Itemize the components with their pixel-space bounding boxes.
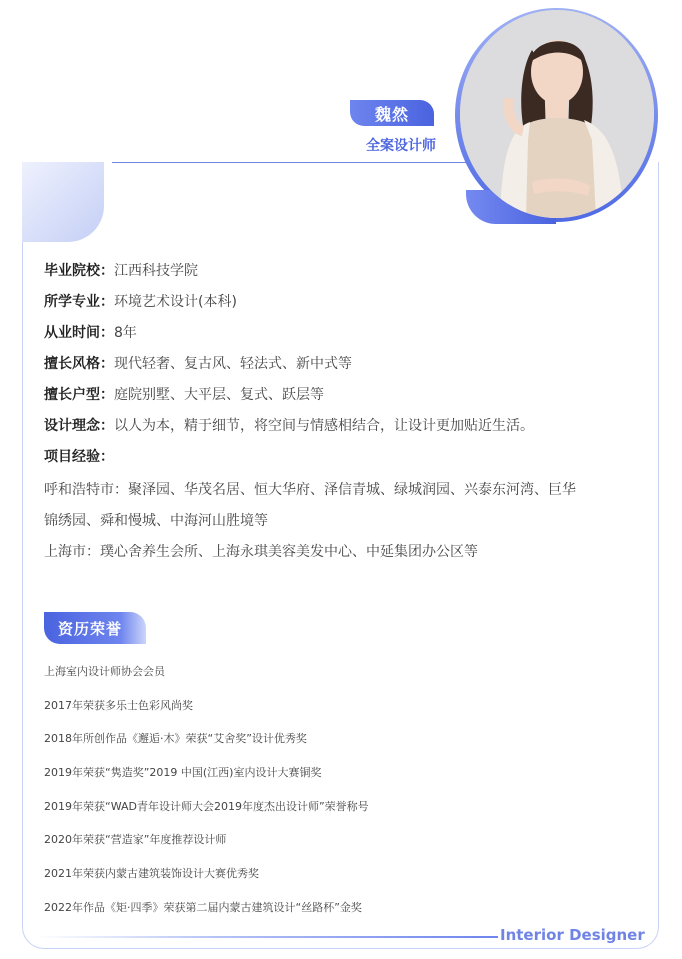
years-label: 从业时间： (44, 325, 114, 341)
house-value: 庭院别墅、大平层、复式、跃层等 (114, 387, 324, 403)
info-school (44, 258, 644, 289)
house-label: 擅长户型： (44, 387, 114, 403)
profile-info (44, 258, 644, 568)
honor-item: 2019年荣获“隽造奖”2019 中国(江西)室内设计大赛铜奖 (44, 766, 322, 780)
concept-value: 以人为本，精于细节，将空间与情感相结合，让设计更加贴近生活。 (114, 418, 534, 434)
name-tag (350, 100, 434, 126)
corner-decoration (22, 162, 104, 242)
info-projects (44, 444, 644, 475)
style-value: 现代轻奢、复古风、轻法式、新中式等 (114, 356, 352, 372)
footer-divider (36, 936, 498, 938)
info-house (44, 382, 644, 413)
honor-item: 上海室内设计师协会会员 (44, 665, 165, 678)
honor-item: 2017年荣获多乐士色彩风尚奖 (44, 698, 193, 712)
info-concept (44, 413, 644, 444)
projects-line: 上海市：璞心舍养生会所、上海永琪美容美发中心、中延集团办公区等 (44, 544, 478, 560)
school-value: 江西科技学院 (114, 263, 198, 279)
honor-item: 2019年荣获“WAD青年设计师大会2019年度杰出设计师”荣誉称号 (44, 799, 369, 813)
projects-line: 锦绣园、舜和慢城、中海河山胜境等 (44, 513, 268, 529)
designer-name: 魏然 (374, 104, 409, 124)
honor-item: 2018年所创作品《邂逅·木》荣获“艾舍奖”设计优秀奖 (44, 732, 307, 746)
info-style (44, 351, 644, 382)
concept-label: 设计理念： (44, 418, 114, 434)
portrait-illustration (460, 10, 654, 218)
honors-title: 资历荣誉 (44, 612, 146, 644)
designer-role: 全案设计师 (366, 138, 436, 154)
honor-item: 2022年作品《矩·四季》荣获第二届内蒙古建筑设计“丝路杯”金奖 (44, 900, 362, 914)
school-label: 毕业院校： (44, 263, 114, 279)
info-years (44, 320, 644, 351)
info-major (44, 289, 644, 320)
honor-item: 2021年荣获内蒙古建筑装饰设计大赛优秀奖 (44, 867, 259, 881)
years-value: 8年 (114, 325, 137, 341)
style-label: 擅长风格： (44, 356, 114, 372)
projects-line: 呼和浩特市：聚泽园、华茂名居、恒大华府、泽信青城、绿城润园、兴泰东河湾、巨华 (44, 482, 576, 498)
major-label: 所学专业： (44, 294, 114, 310)
header-divider (112, 162, 522, 163)
major-value: 环境艺术设计(本科) (114, 294, 237, 310)
footer-title: Interior Designer (500, 926, 645, 944)
designer-portrait (460, 10, 654, 218)
honors-list (44, 660, 644, 930)
projects-label: 项目经验： (44, 449, 114, 465)
honor-item: 2020年荣获“营造家”年度推荐设计师 (44, 833, 227, 847)
